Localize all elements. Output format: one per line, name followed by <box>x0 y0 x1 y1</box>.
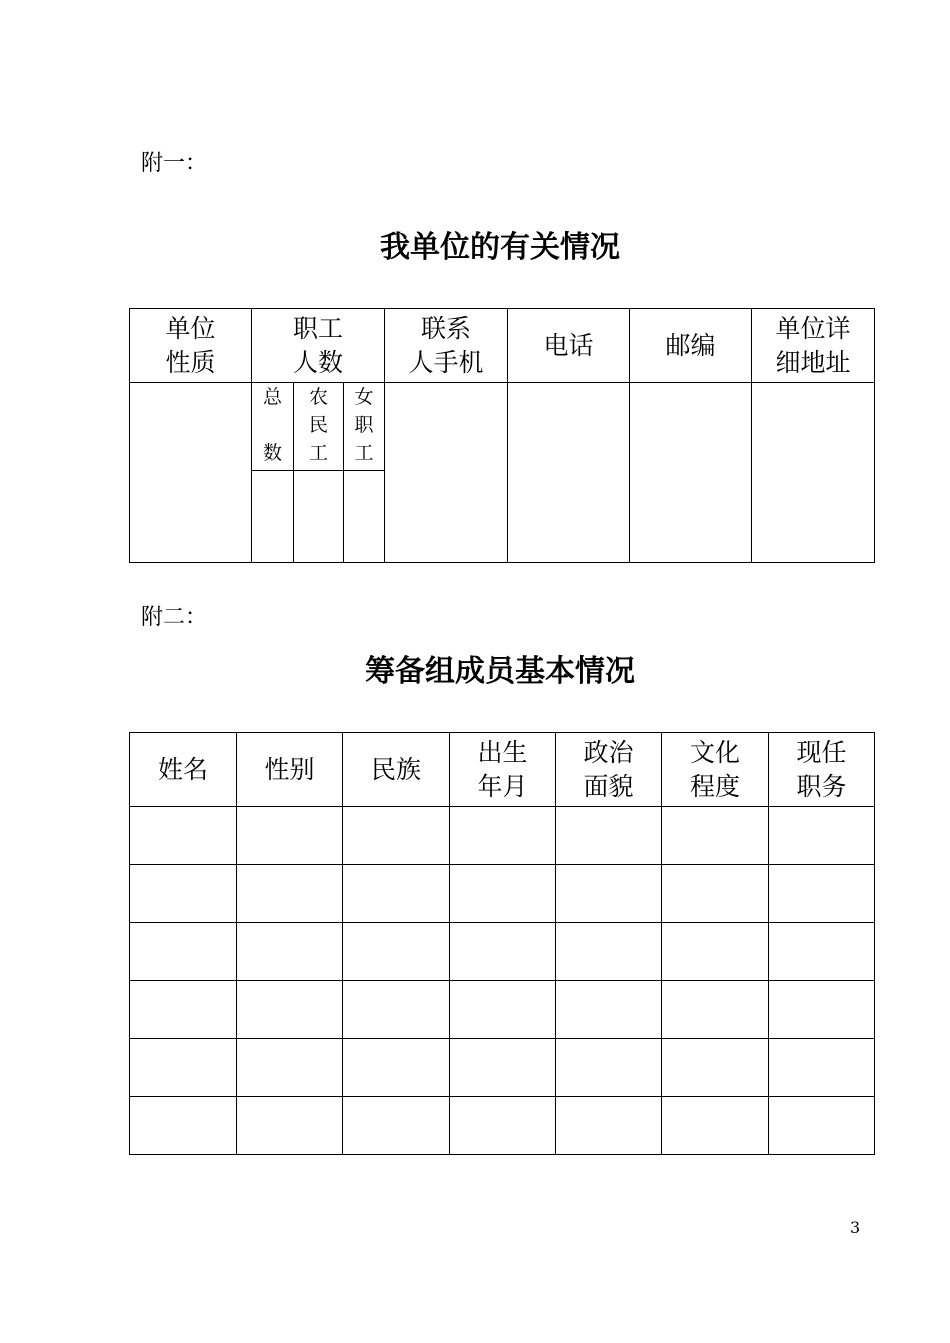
table-cell <box>344 471 385 563</box>
table-cell <box>450 1097 556 1155</box>
table-row <box>130 807 875 865</box>
table-cell <box>130 1097 237 1155</box>
table-header-row <box>130 309 875 383</box>
table-cell <box>343 1097 450 1155</box>
table-cell <box>130 1039 237 1097</box>
table-cell <box>769 1097 875 1155</box>
table-header-row <box>130 733 875 807</box>
table-cell <box>130 383 252 563</box>
table-cell <box>769 981 875 1039</box>
header-cell: 联系 人手机 <box>385 309 508 383</box>
table-cell <box>556 807 662 865</box>
table-cell <box>556 923 662 981</box>
table-cell <box>343 923 450 981</box>
table-cell <box>237 1097 343 1155</box>
header-cell: 姓名 <box>130 733 237 807</box>
header-cell: 单位 性质 <box>130 309 252 383</box>
table-cell <box>769 923 875 981</box>
table-cell <box>662 923 769 981</box>
header-cell: 职工 人数 <box>252 309 385 383</box>
table-cell <box>237 981 343 1039</box>
sub-header-cell: 农 民 工 <box>294 383 344 471</box>
appendix2-label: 附二： <box>141 605 208 630</box>
table-cell <box>630 383 752 563</box>
table-cell <box>385 383 508 563</box>
table-cell <box>130 923 237 981</box>
table-cell <box>237 1039 343 1097</box>
header-cell: 民族 <box>343 733 450 807</box>
table-row <box>130 865 875 923</box>
table-cell <box>237 865 343 923</box>
table-cell <box>294 471 344 563</box>
table-cell <box>769 1039 875 1097</box>
table-cell <box>252 471 294 563</box>
table-cell <box>130 981 237 1039</box>
table-cell <box>556 1097 662 1155</box>
header-cell: 电话 <box>508 309 630 383</box>
members-table <box>129 732 875 1155</box>
unit-info-table <box>129 308 875 563</box>
table-cell <box>343 865 450 923</box>
table-row <box>130 1039 875 1097</box>
sub-header-cell: 总 数 <box>252 383 294 471</box>
table-cell <box>662 1039 769 1097</box>
table-cell <box>450 923 556 981</box>
table-cell <box>237 807 343 865</box>
table-cell <box>450 1039 556 1097</box>
header-cell: 出生 年月 <box>450 733 556 807</box>
table-cell <box>237 923 343 981</box>
table-cell <box>769 865 875 923</box>
appendix1-label: 附一： <box>141 151 208 176</box>
table-row <box>130 981 875 1039</box>
table-cell <box>508 383 630 563</box>
table-cell <box>752 383 875 563</box>
table-cell <box>343 1039 450 1097</box>
table-cell <box>450 807 556 865</box>
table-cell <box>662 981 769 1039</box>
table-cell <box>343 807 450 865</box>
table-cell <box>662 1097 769 1155</box>
table-cell <box>556 865 662 923</box>
page-number: 3 <box>850 1218 861 1237</box>
appendix1-title: 我单位的有关情况 <box>380 230 620 265</box>
header-cell: 性别 <box>237 733 343 807</box>
table-cell <box>769 807 875 865</box>
table-cell <box>130 807 237 865</box>
table-cell <box>662 807 769 865</box>
header-cell: 政治 面貌 <box>556 733 662 807</box>
table-cell <box>450 981 556 1039</box>
table-row <box>130 923 875 981</box>
sub-header-cell: 女 职 工 <box>344 383 385 471</box>
header-cell: 单位详 细地址 <box>752 309 875 383</box>
table-cell <box>130 865 237 923</box>
table-cell <box>662 865 769 923</box>
table-cell <box>450 865 556 923</box>
table-row <box>130 383 875 471</box>
table-cell <box>343 981 450 1039</box>
header-cell: 邮编 <box>630 309 752 383</box>
header-cell: 现任 职务 <box>769 733 875 807</box>
header-cell: 文化 程度 <box>662 733 769 807</box>
table-cell <box>556 1039 662 1097</box>
table-row <box>130 1097 875 1155</box>
table-cell <box>556 981 662 1039</box>
appendix2-title: 筹备组成员基本情况 <box>365 654 635 689</box>
